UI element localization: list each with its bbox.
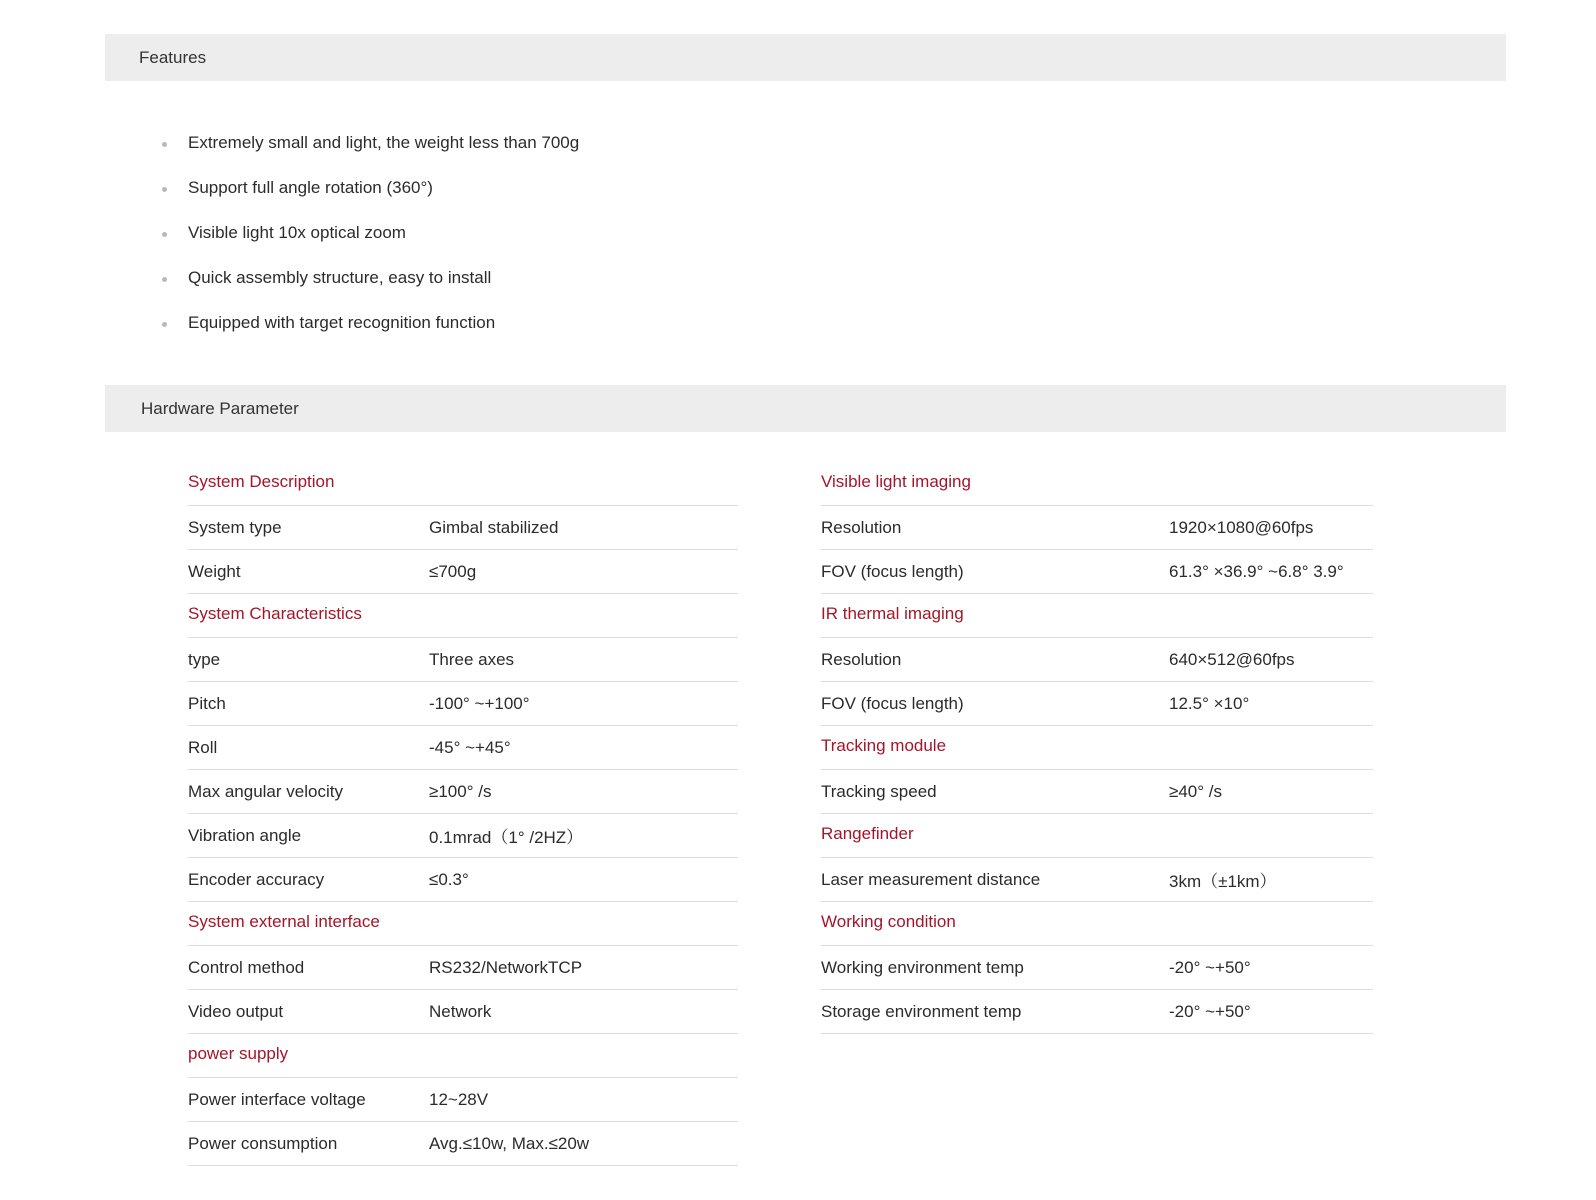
param-key: Vibration angle: [188, 825, 302, 845]
param-value: 3km（±1km）: [1169, 872, 1277, 891]
params-right-column: [821, 462, 1373, 1034]
param-value: ≥100° /s: [429, 781, 492, 801]
param-row: [188, 814, 738, 858]
feature-text: Equipped with target recognition function: [188, 313, 496, 332]
param-key: Storage environment temp: [821, 1001, 1022, 1021]
param-value: Three axes: [429, 649, 515, 669]
param-value: 1920×1080@60fps: [1169, 517, 1314, 537]
param-value: -20° ~+50°: [1169, 1001, 1251, 1021]
param-row: [821, 506, 1373, 550]
param-value: -100° ~+100°: [429, 693, 530, 713]
param-key: FOV (focus length): [821, 561, 964, 581]
bullet-icon: [162, 322, 167, 327]
param-group-tracking-module: [821, 726, 1373, 814]
param-value: 0.1mrad（1° /2HZ）: [429, 828, 584, 847]
hardware-title: Hardware Parameter: [141, 398, 299, 418]
param-key: Power interface voltage: [188, 1089, 366, 1109]
param-key: Roll: [188, 737, 218, 757]
param-value: Network: [429, 1001, 492, 1021]
bullet-icon: [162, 277, 167, 282]
features-list: [158, 128, 579, 353]
param-key: Power consumption: [188, 1133, 338, 1153]
param-key: System type: [188, 517, 282, 537]
param-group-external-interface: [188, 902, 738, 1034]
param-key: FOV (focus length): [821, 693, 964, 713]
param-row: [188, 726, 738, 770]
list-item: [158, 173, 579, 218]
category-title: Rangefinder: [821, 814, 1373, 858]
param-key: Encoder accuracy: [188, 869, 325, 889]
param-value: 640×512@60fps: [1169, 649, 1295, 669]
param-key: type: [188, 649, 221, 669]
param-row: [821, 550, 1373, 594]
param-row: [821, 990, 1373, 1034]
param-group-visible-light: [821, 462, 1373, 594]
param-row: [188, 550, 738, 594]
param-row: [821, 858, 1373, 902]
param-value: ≤0.3°: [429, 869, 469, 889]
param-key: Working environment temp: [821, 957, 1024, 977]
category-title: power supply: [188, 1034, 738, 1078]
param-row: [188, 770, 738, 814]
param-row: [188, 990, 738, 1034]
list-item: [158, 263, 579, 308]
hardware-section-header: [105, 385, 1506, 432]
list-item: [158, 128, 579, 173]
bullet-icon: [162, 232, 167, 237]
category-title: Visible light imaging: [821, 462, 1373, 506]
param-key: Laser measurement distance: [821, 869, 1041, 889]
feature-text: Support full angle rotation (360°): [188, 178, 433, 197]
param-value: Gimbal stabilized: [429, 517, 559, 537]
param-value: 61.3° ×36.9° ~6.8° 3.9°: [1169, 561, 1344, 581]
category-title: Working condition: [821, 902, 1373, 946]
param-value: RS232/NetworkTCP: [429, 957, 583, 977]
param-row: [821, 946, 1373, 990]
param-value: Avg.≤10w, Max.≤20w: [429, 1133, 590, 1153]
param-group-system-description: [188, 462, 738, 594]
param-value: ≤700g: [429, 561, 477, 581]
param-value: ≥40° /s: [1169, 781, 1222, 801]
param-key: Video output: [188, 1001, 284, 1021]
param-group-system-characteristics: [188, 594, 738, 902]
param-row: [188, 858, 738, 902]
param-value: 12~28V: [429, 1089, 489, 1109]
list-item: [158, 218, 579, 263]
bullet-icon: [162, 187, 167, 192]
param-key: Resolution: [821, 649, 902, 669]
params-left-column: [188, 462, 738, 1166]
category-title: Tracking module: [821, 726, 1373, 770]
list-item: [158, 308, 579, 353]
param-row: [188, 682, 738, 726]
param-value: -45° ~+45°: [429, 737, 511, 757]
param-value: 12.5° ×10°: [1169, 693, 1250, 713]
param-value: -20° ~+50°: [1169, 957, 1251, 977]
param-key: Max angular velocity: [188, 781, 343, 801]
param-row: [821, 638, 1373, 682]
feature-text: Extremely small and light, the weight less than 700g: [188, 133, 580, 152]
param-key: Tracking speed: [821, 781, 937, 801]
param-row: [188, 946, 738, 990]
param-group-rangefinder: [821, 814, 1373, 902]
feature-text: Quick assembly structure, easy to install: [188, 268, 492, 287]
param-key: Control method: [188, 957, 305, 977]
features-section-header: [105, 34, 1506, 81]
param-row: [188, 1122, 738, 1166]
param-key: Weight: [188, 561, 241, 581]
param-group-power-supply: [188, 1034, 738, 1166]
category-title: System Characteristics: [188, 594, 738, 638]
param-key: Resolution: [821, 517, 902, 537]
param-group-ir-thermal: [821, 594, 1373, 726]
features-title: Features: [139, 47, 207, 67]
param-row: [821, 770, 1373, 814]
category-title: System Description: [188, 462, 738, 506]
param-group-working-condition: [821, 902, 1373, 1034]
param-row: [188, 1078, 738, 1122]
param-key: Pitch: [188, 693, 226, 713]
bullet-icon: [162, 142, 167, 147]
param-row: [188, 638, 738, 682]
feature-text: Visible light 10x optical zoom: [188, 223, 406, 242]
param-row: [821, 682, 1373, 726]
category-title: IR thermal imaging: [821, 594, 1373, 638]
category-title: System external interface: [188, 902, 738, 946]
param-row: [188, 506, 738, 550]
